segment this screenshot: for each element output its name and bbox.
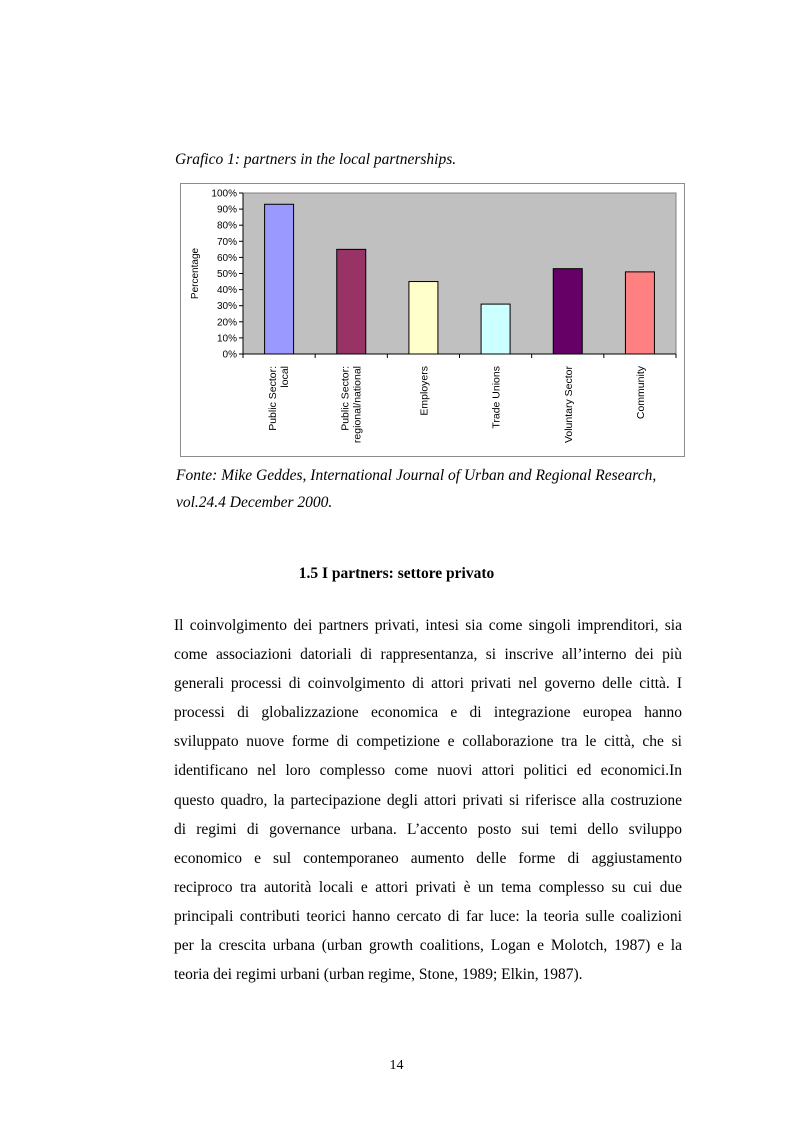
x-tick-label: [563, 366, 575, 444]
body-line: sviluppato nuove forme di competizione e collaborazione tra le città, che si: [174, 733, 682, 751]
x-tick-label-line: local: [279, 366, 292, 388]
x-tick-label: [635, 365, 647, 419]
y-tick-label: 20%: [216, 317, 237, 329]
x-tick-label-line: Public Sector:: [267, 366, 280, 431]
x-tick-label-line: Trade Unions: [490, 366, 503, 429]
plot-area: [243, 193, 676, 354]
body-line: reciproco tra autorità locali e attori privati è un tema complesso su cui due: [174, 878, 682, 896]
body-line: come associazioni datoriali di rappresentanza, si inscrive all’interno dei più: [174, 646, 682, 664]
x-tick-label: [418, 366, 430, 416]
body-line: Il coinvolgimento dei partners privati, intesi sia come singoli imprenditori, sia: [174, 617, 682, 634]
y-tick-label: 30%: [216, 301, 237, 313]
y-tick-label: 90%: [216, 204, 237, 216]
y-tick-label: 0%: [222, 349, 237, 361]
y-tick-label: 80%: [216, 220, 237, 232]
x-tick-label: [339, 366, 363, 443]
body-line: teoria dei regimi urbani (urban regime, Stone, 1989; Elkin, 1987).: [174, 966, 583, 984]
section-title: 1.5 I partners: settore privato: [298, 565, 495, 582]
y-tick-label: 60%: [216, 252, 237, 264]
bar: [625, 272, 654, 354]
body-line: economico e sul contemporaneo aumento delle forme di aggiustamento: [174, 849, 682, 867]
bar-chart: [180, 183, 685, 457]
x-tick-label-line: Public Sector:: [339, 366, 352, 431]
x-tick-label: [267, 366, 291, 431]
chart-svg: [181, 184, 684, 456]
figure-source: Fonte: Mike Geddes, International Journal of Urban and Regional Research, vol.24.4 December 2000.: [176, 467, 657, 511]
x-tick-label-line: Employers: [418, 366, 431, 416]
body-line: generali processi di coinvolgimento di attori privati nel governo delle città. I: [174, 675, 682, 693]
y-axis-title: Percentage: [190, 247, 201, 300]
bar: [337, 249, 366, 354]
body-line: di regimi di governance urbana. L’accento posto sui temi dello sviluppo: [174, 820, 682, 838]
bar: [409, 282, 438, 354]
y-tick-label: 10%: [216, 333, 237, 345]
body-line: questo quadro, la partecipazione degli attori privati si riferisce alla costruzione: [174, 791, 682, 809]
body-line: processi di globalizzazione economica e di integrazione europea hanno: [174, 704, 682, 722]
y-tick-label: 40%: [216, 285, 237, 297]
y-tick-label: 100%: [211, 188, 237, 200]
y-tick-label: 70%: [216, 236, 237, 248]
figure-caption: Grafico 1: partners in the local partnerships.: [175, 151, 457, 168]
bar: [553, 269, 582, 354]
bar: [265, 204, 294, 354]
y-tick-label: 50%: [216, 269, 237, 280]
body-line: per la crescita urbana (urban growth coalitions, Logan e Molotch, 1987) e la: [174, 937, 682, 955]
x-tick-label-line: Community: [634, 366, 647, 420]
body-line: principali contributi teorici hanno cercato di far luce: la teoria sulle coalizioni: [174, 907, 682, 925]
x-tick-label: [491, 366, 503, 429]
body-line: identificano nel loro complesso come nuovi attori politici ed economici.In: [174, 762, 682, 780]
x-tick-label-line: Voluntary Sector: [562, 366, 575, 444]
x-tick-label-line: regional/national: [351, 366, 364, 444]
bar: [481, 304, 510, 354]
page-number: 14: [389, 1058, 404, 1073]
body-paragraph: [174, 611, 682, 989]
